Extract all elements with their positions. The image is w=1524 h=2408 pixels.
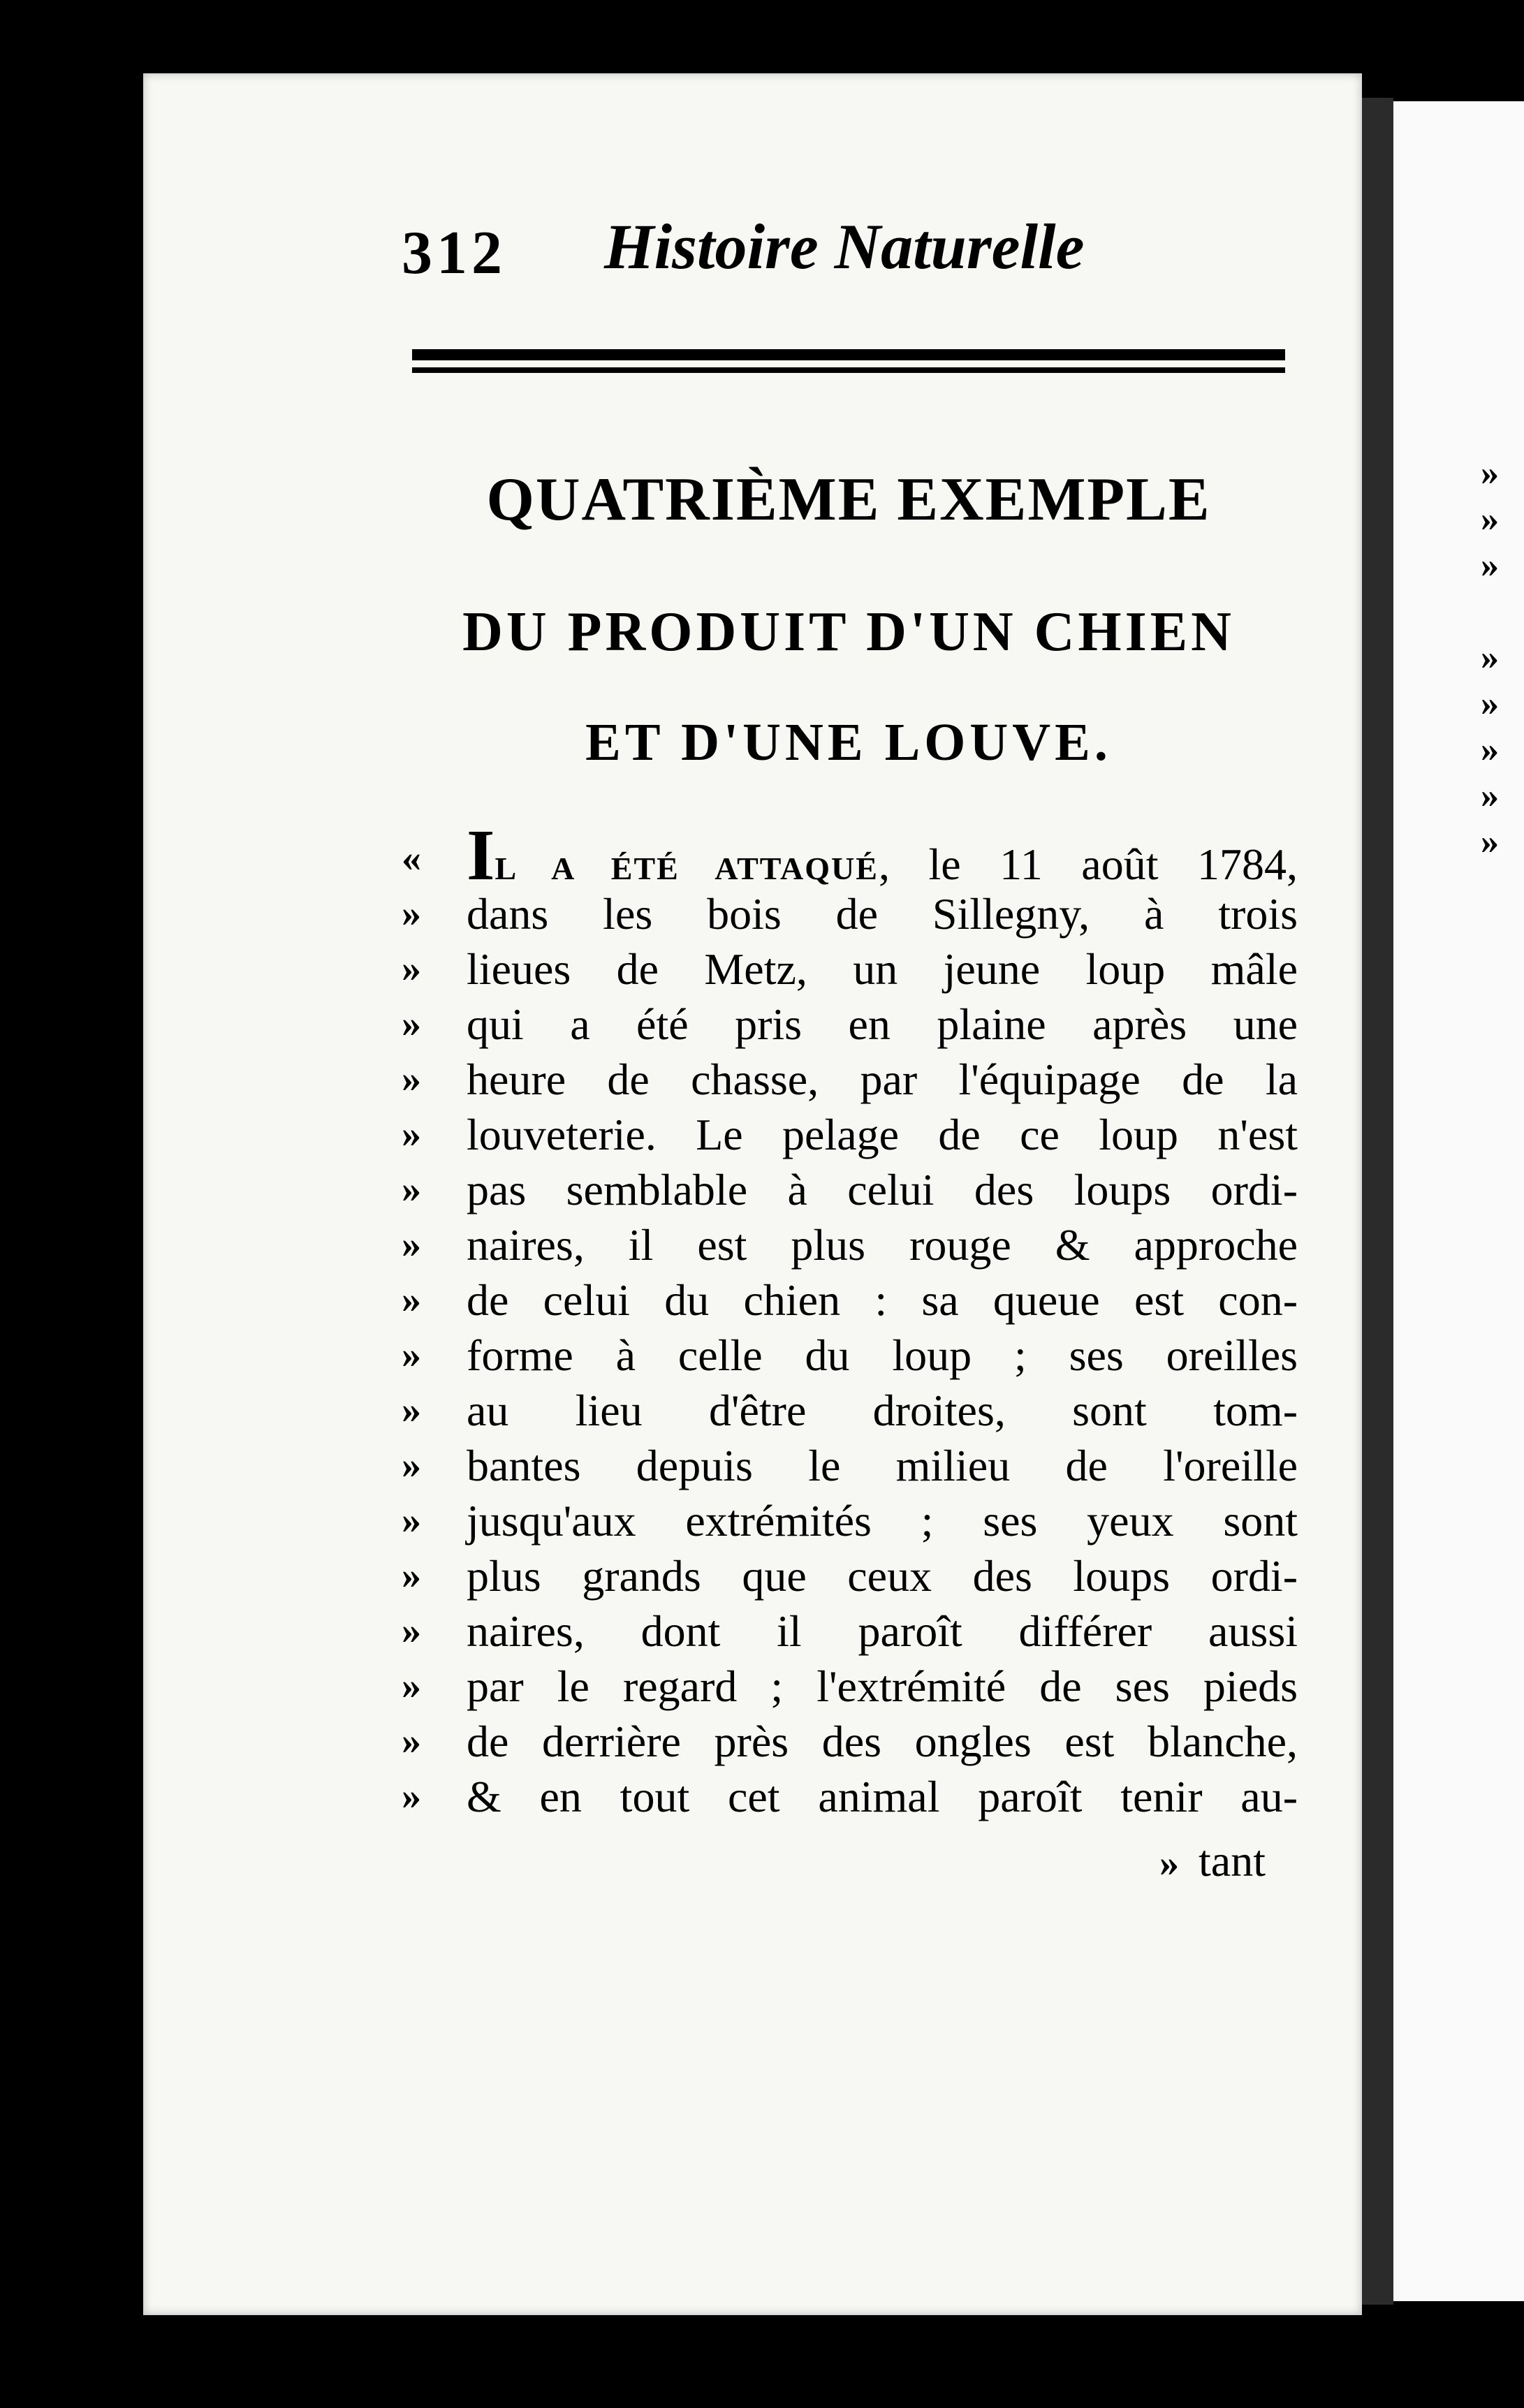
heading-line-3: ET D'UNE LOUVE. (585, 713, 1112, 772)
facing-quote-mark: » (1481, 822, 1499, 862)
catchword (1159, 1835, 1266, 1887)
quote-mark: « (402, 837, 421, 880)
facing-page-edge (1393, 101, 1524, 2301)
scan-border (0, 0, 147, 2408)
body-line: naires, dont il paroît différer aussi (467, 1606, 1298, 1656)
book-gutter (1362, 98, 1393, 2305)
quote-mark: » (402, 947, 421, 990)
opening-smallcaps: L A ÉTÉ ATTAQUÉ (494, 851, 879, 886)
quote-mark: » (402, 1609, 421, 1652)
body-line: forme à celle du loup ; ses oreilles (467, 1330, 1298, 1380)
facing-quote-mark: » (1481, 776, 1499, 816)
body-line: de derrière près des ongles est blanche, (467, 1717, 1298, 1766)
body-line: pas semblable à celui des loups ordi- (467, 1165, 1298, 1214)
body-line: heure de chasse, par l'équipage de la (467, 1055, 1298, 1104)
facing-quote-mark: » (1481, 453, 1499, 493)
body-line: lieues de Metz, un jeune loup mâle (467, 944, 1298, 994)
facing-quote-mark: » (1481, 730, 1499, 770)
quote-mark: » (402, 1554, 421, 1597)
body-line: de celui du chien : sa queue est con- (467, 1275, 1298, 1325)
quote-mark: » (402, 1499, 421, 1542)
heading-line-2: DU PRODUIT D'UN CHIEN (462, 601, 1235, 663)
quote-mark: » (402, 1113, 421, 1156)
body-text (467, 815, 1298, 1824)
heading-line-1: QUATRIÈME EXEMPLE (486, 466, 1211, 534)
body-line: au lieu d'être droites, sont tom- (467, 1386, 1298, 1435)
body-line: qui a été pris en plaine après une (467, 999, 1298, 1049)
quote-mark: » (402, 1057, 421, 1101)
body-line: dans les bois de Sillegny, à trois (467, 889, 1298, 939)
quote-mark: » (402, 1388, 421, 1432)
quote-mark: » (402, 1168, 421, 1211)
running-head-title: Histoire Naturelle (604, 211, 1085, 282)
body-line: bantes depuis le milieu de l'oreille (467, 1441, 1298, 1490)
catchword-text: tant (1199, 1836, 1266, 1886)
page-number: 312 (402, 219, 506, 287)
body-line: par le regard ; l'extrémité de ses pieds (467, 1661, 1298, 1711)
quote-mark: » (402, 1278, 421, 1321)
catchword-quote: » (1159, 1842, 1179, 1885)
facing-quote-mark: » (1481, 545, 1499, 585)
body-line: louveterie. Le pelage de ce loup n'est (467, 1110, 1298, 1159)
facing-quote-mark (1481, 589, 1499, 635)
running-head (402, 210, 1310, 293)
quotation-marks-column (402, 831, 464, 1824)
facing-page-quote-marks (1481, 450, 1499, 865)
first-line-rest: , le 11 août 1784, (878, 839, 1298, 889)
facing-quote-mark: » (1481, 638, 1499, 677)
double-rule (412, 349, 1285, 373)
body-line: jusqu'aux extrémités ; ses yeux sont (467, 1496, 1298, 1546)
drop-cap: I (467, 815, 495, 895)
quote-mark: » (402, 1002, 421, 1045)
quote-mark: » (402, 1775, 421, 1818)
quote-mark: » (402, 1333, 421, 1376)
quote-mark: » (402, 1223, 421, 1266)
body-line-first (467, 815, 1298, 895)
facing-quote-mark: » (1481, 499, 1499, 539)
facing-quote-mark: » (1481, 684, 1499, 724)
quote-mark: » (402, 1719, 421, 1763)
quote-mark: » (402, 1444, 421, 1487)
body-line: naires, il est plus rouge & approche (467, 1220, 1298, 1270)
quote-mark: » (402, 892, 421, 935)
quote-mark: » (402, 1664, 421, 1708)
body-line: plus grands que ceux des loups ordi- (467, 1551, 1298, 1601)
body-line: & en tout cet animal paroît tenir au- (467, 1772, 1298, 1821)
